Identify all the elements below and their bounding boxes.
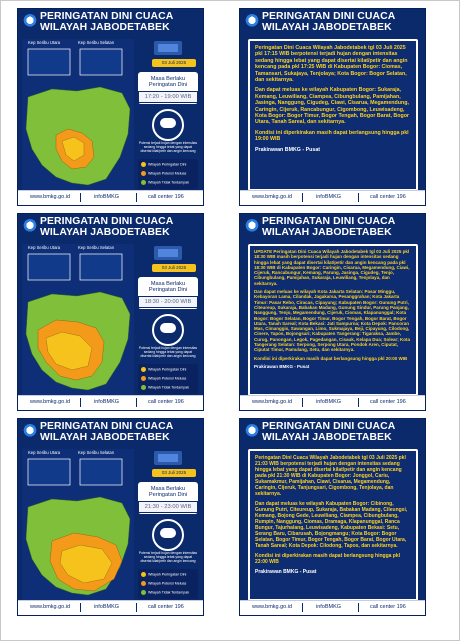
map-area bbox=[22, 39, 134, 191]
panel-header bbox=[240, 214, 425, 244]
info-column bbox=[136, 39, 200, 191]
footer-call-center[interactable]: call center 196 bbox=[148, 399, 184, 405]
bmkg-logo-icon bbox=[245, 14, 259, 28]
title-line-1: PERINGATAN DINI CUACA bbox=[262, 421, 396, 432]
warning-text-box bbox=[248, 39, 418, 191]
legend-item: Wilayah Potensi Meluas bbox=[141, 171, 186, 176]
duration-paragraph: Kondisi ini diperkirakan masih dapat berlangsung hingga pkl 20:00 WIB bbox=[254, 355, 408, 361]
info-column bbox=[136, 244, 200, 396]
jabodetabek-map bbox=[22, 449, 134, 601]
legend-item: Wilayah Tidak Terdampak bbox=[141, 385, 189, 390]
panel-title bbox=[262, 216, 422, 238]
footer-website-link[interactable]: www.bmkg.go.id bbox=[30, 194, 71, 200]
panel-title bbox=[40, 11, 200, 33]
footer-call-center[interactable]: call center 196 bbox=[370, 194, 406, 200]
title-line-2: WILAYAH JABODETABEK bbox=[40, 227, 170, 238]
bmkg-logo-icon bbox=[23, 14, 37, 28]
cloud-lightning-icon bbox=[152, 314, 184, 346]
legend-item: Wilayah Tidak Terdampak bbox=[141, 590, 189, 595]
validity-label: Masa Berlaku bbox=[150, 281, 186, 287]
time-range: 21:30 - 23:00 WIB bbox=[138, 501, 198, 513]
expansion-paragraph: Dan dapat meluas ke wilayah Kabupaten Bogor: Cibinong, Gunung Putri, Citeureup, Sukaraja, Babakan Madang, Cileungsi, Kemang, Bojong Gede, Leuwiliang, Ciampea, Cibungbulang, Rumpin, Nanggung, Ciomas, Dramaga, Klapanunggal, Ranca Bungur, Tajurhalang, Leuwisadeng, Kabupaten Bekasi: Setu, Serang Baru, Cibarusah, Bojongmangu; Kota Bogor: Bogor Selatan, Bogor Timur, Bogor Tengah, Bogor Barat, Bogor Utara, Tanah Sareal; Kota Depok: Cilodong, Tapos, dan sekitarnya. bbox=[255, 501, 408, 549]
title-line-2: WILAYAH JABODETABEK bbox=[40, 22, 170, 33]
text-panel-2[interactable] bbox=[239, 213, 426, 411]
warning-description: Potensi terjadi hujan dengan intensitas sedang hingga lebat yang dapat disertai kilat/petir dan angin kencang bbox=[138, 551, 198, 563]
map-panel-3[interactable] bbox=[17, 418, 204, 616]
panel-header bbox=[240, 9, 425, 39]
map-legend bbox=[138, 364, 198, 394]
footer-call-center[interactable]: call center 196 bbox=[370, 399, 406, 405]
footer-social-handle[interactable]: infoBMKG bbox=[94, 399, 120, 405]
satellite-icon bbox=[136, 39, 200, 57]
jabodetabek-map bbox=[22, 244, 134, 396]
footer-social-handle[interactable]: infoBMKG bbox=[94, 194, 120, 200]
panel-footer bbox=[18, 395, 203, 410]
warning-description: Potensi terjadi hujan dengan intensitas sedang hingga lebat yang dapat disertai kilat/petir dan angin kencang bbox=[138, 346, 198, 358]
signature: Prakirawan BMKG - Pusat bbox=[255, 569, 317, 575]
map-area bbox=[22, 449, 134, 601]
map-label-kep-seribu-selatan: Kep Seribu Selatan bbox=[78, 450, 115, 455]
panel-header bbox=[18, 419, 203, 449]
map-label-kep-seribu-utara: Kep Seribu Utara bbox=[28, 450, 61, 455]
map-area bbox=[22, 244, 134, 396]
title-line-1: PERINGATAN DINI CUACA bbox=[40, 11, 174, 22]
date-badge: 03 Juli 2025 bbox=[152, 469, 196, 477]
date-badge: 03 Juli 2025 bbox=[152, 264, 196, 272]
footer-website-link[interactable]: www.bmkg.go.id bbox=[30, 604, 71, 610]
map-label-kep-seribu-utara: Kep Seribu Utara bbox=[28, 40, 61, 45]
legend-item: Wilayah Peringatan Dini bbox=[141, 572, 186, 577]
title-line-1: PERINGATAN DINI CUACA bbox=[262, 11, 396, 22]
map-panel-1[interactable] bbox=[17, 8, 204, 206]
legend-item: Wilayah Peringatan Dini bbox=[141, 162, 186, 167]
validity-sublabel: Peringatan Dini bbox=[148, 492, 188, 498]
validity-label: Masa Berlaku bbox=[150, 486, 186, 492]
text-panel-1[interactable] bbox=[239, 8, 426, 206]
footer-social-handle[interactable]: infoBMKG bbox=[316, 604, 342, 610]
validity-sublabel: Peringatan Dini bbox=[148, 287, 188, 293]
panel-title bbox=[40, 421, 200, 443]
time-range: 18:30 - 20:00 WIB bbox=[138, 296, 198, 308]
footer-website-link[interactable]: www.bmkg.go.id bbox=[252, 604, 293, 610]
panel-header bbox=[18, 214, 203, 244]
panel-header bbox=[18, 9, 203, 39]
info-column bbox=[136, 449, 200, 601]
footer-website-link[interactable]: www.bmkg.go.id bbox=[252, 399, 293, 405]
footer-social-handle[interactable]: infoBMKG bbox=[316, 194, 342, 200]
panel-footer bbox=[240, 395, 425, 410]
panel-footer bbox=[18, 190, 203, 205]
map-label-kep-seribu-selatan: Kep Seribu Selatan bbox=[78, 40, 115, 45]
bmkg-logo-icon bbox=[23, 424, 37, 438]
jabodetabek-map bbox=[22, 39, 134, 191]
map-legend bbox=[138, 159, 198, 189]
title-line-1: PERINGATAN DINI CUACA bbox=[40, 216, 174, 227]
footer-website-link[interactable]: www.bmkg.go.id bbox=[252, 194, 293, 200]
title-line-1: PERINGATAN DINI CUACA bbox=[40, 421, 174, 432]
footer-social-handle[interactable]: infoBMKG bbox=[94, 604, 120, 610]
expansion-paragraph: Dan dapat meluas ke wilayah Kota Jakarta Selatan: Pasar Minggu, Kebayoran Lama, Cilandak, Jagakarsa, Pesanggrahan; Kota Jakarta Timur: Pasar Rebo, Ciracas, Cipayung; Kabupaten Bogor: Gunung Putri, Citeureup, Sukaraja, Babakan Madang, Gunung Sindur, Parung Panjang, Nanggung, Tenjo, Megamendung, Cijeruk, Ciomas, Klapanunggal; Kota Bogor: Bogor Selatan, Bogor Timur, Bogor Tengah, Bogor Barat, Bogor Utara, Tanah Sareal; Kota Bekasi: Jati Sampurna; Kota Depok: Pancoran Mas, Cimanggis, Sawangan, Limo, Sukmajaya, Beji, Cipayung, Cilodong, Cinere, Tapos, Bojongsari; Kabupaten Tangerang: Tigaraksa, Jambe, Curug, Panongan, Legok, Pagedangan, Cisauk, Kelapa Dua; Solear; Kota Tangerang Selatan: Serpong, Serpong Utara, Pondok Aren, Ciputat, Ciputat Timur, Pamulang, Setu, dan sekitarnya. bbox=[254, 289, 411, 353]
panel-footer bbox=[240, 600, 425, 615]
map-label-kep-seribu-utara: Kep Seribu Utara bbox=[28, 245, 61, 250]
warning-description: Potensi terjadi hujan dengan intensitas sedang hingga lebat yang dapat disertai kilat/petir dan angin kencang bbox=[138, 141, 198, 153]
map-panel-2[interactable] bbox=[17, 213, 204, 411]
warning-text-box bbox=[248, 449, 418, 601]
cloud-lightning-icon bbox=[152, 109, 184, 141]
panel-title bbox=[262, 11, 422, 33]
footer-call-center[interactable]: call center 196 bbox=[148, 194, 184, 200]
warning-text-box bbox=[248, 244, 418, 396]
signature: Prakirawan BMKG - Pusat bbox=[254, 363, 310, 369]
panel-title bbox=[262, 421, 422, 443]
legend-item: Wilayah Tidak Terdampak bbox=[141, 180, 189, 185]
title-line-2: WILAYAH JABODETABEK bbox=[40, 432, 170, 443]
satellite-icon bbox=[136, 449, 200, 467]
validity-sublabel: Peringatan Dini bbox=[148, 82, 188, 88]
title-line-2: WILAYAH JABODETABEK bbox=[262, 22, 392, 33]
legend-item: Wilayah Potensi Meluas bbox=[141, 581, 186, 586]
text-panel-3[interactable] bbox=[239, 418, 426, 616]
panel-title bbox=[40, 216, 200, 238]
panel-footer bbox=[18, 600, 203, 615]
cloud-lightning-icon bbox=[152, 519, 184, 551]
title-line-1: PERINGATAN DINI CUACA bbox=[262, 216, 396, 227]
footer-call-center[interactable]: call center 196 bbox=[148, 604, 184, 610]
time-range: 17:20 - 19:00 WIB bbox=[138, 91, 198, 103]
panel-footer bbox=[240, 190, 425, 205]
duration-paragraph: Kondisi ini diperkirakan masih dapat berlangsung hingga pkl 19:00 WIB bbox=[255, 129, 409, 143]
signature: Prakirawan BMKG - Pusat bbox=[255, 146, 321, 153]
bmkg-logo-icon bbox=[245, 219, 259, 233]
bmkg-logo-icon bbox=[23, 219, 37, 233]
expansion-paragraph: Dan dapat meluas ke wilayah Kabupaten Bogor: Sukaraja, Kemang, Leuwiliang, Ciampea, Cibungbulang, Pamijahan, Jasinga, Nanggung, Cigudeg, Ciawi, Cisarua, Megamendung, Caringin, Cijeruk, Rancabungur, Cigombong, Leuwisadeng, Kota Bogor: Bogor Timur, Bogor Tengah, Bogor Barat, Bogor Utara, Tanah Sareal, dan sekitarnya. bbox=[255, 87, 409, 126]
duration-paragraph: Kondisi ini diperkirakan masih dapat berlangsung hingga pkl 23:00 WIB bbox=[255, 553, 401, 565]
panel-header bbox=[240, 419, 425, 449]
warning-paragraph: Peringatan Dini Cuaca Wilayah Jabodetabek tgl 03 Juli 2025 pkl 21:03 WIB berpotensi terjadi hujan dengan intensitas sedang hingga lebat yang dapat disertai kilat/petir dan angin kencang pada pkl 21:30 WIB di Kabupaten Bogor: Jonggol, Cariu, Sukamakmur, Pamijahan, Ciawi, Cisarua, Megamendung, Caringin, Cijeruk, Tanjungsari, Cigombong, Tenjolaya, dan sekitarnya. bbox=[255, 455, 406, 497]
warning-paragraph: UPDATE Peringatan Dini Cuaca Wilayah Jabodetabek tgl 03 Juli 2025 pkl 18:30 WIB masih berpotensi terjadi hujan dengan intensitas sedang hingga lebat yang dapat disertai kilat/petir dan angin kencang pada pkl 18:30 WIB di Kabupaten Bogor: Caringin, Cisarua, Megamendung, Ciawi, Cijeruk, Rancabungur, Kemang, Parung, Jasinga, Cigudeg, Tenjo, Cibungbulang, Pamijahan, Sukaraja, Leuwiliang, Tenjolaya, dan sekitarnya. bbox=[254, 249, 410, 286]
title-line-2: WILAYAH JABODETABEK bbox=[262, 432, 392, 443]
bmkg-logo-icon bbox=[245, 424, 259, 438]
footer-website-link[interactable]: www.bmkg.go.id bbox=[30, 399, 71, 405]
legend-item: Wilayah Peringatan Dini bbox=[141, 367, 186, 372]
date-badge: 03 Juli 2025 bbox=[152, 59, 196, 67]
title-line-2: WILAYAH JABODETABEK bbox=[262, 227, 392, 238]
footer-call-center[interactable]: call center 196 bbox=[370, 604, 406, 610]
footer-social-handle[interactable]: infoBMKG bbox=[316, 399, 342, 405]
legend-item: Wilayah Potensi Meluas bbox=[141, 376, 186, 381]
map-label-kep-seribu-selatan: Kep Seribu Selatan bbox=[78, 245, 115, 250]
validity-label: Masa Berlaku bbox=[150, 76, 186, 82]
warning-paragraph: Peringatan Dini Cuaca Wilayah Jabodetabek tgl 03 Juli 2025 pkl 17:15 WIB berpotensi terjadi hujan dengan intensitas sedang hingga lebat yang dapat disertai kilat/petir dan angin kencang pada pkl 17:25 WIB di Kabupaten Bogor: Ciomas, Tamansari, Sukajaya, Tenjolaya; Kota Bogor: Bogor Selatan, dan sekitarnya. bbox=[255, 45, 408, 84]
map-legend bbox=[138, 569, 198, 599]
satellite-icon bbox=[136, 244, 200, 262]
